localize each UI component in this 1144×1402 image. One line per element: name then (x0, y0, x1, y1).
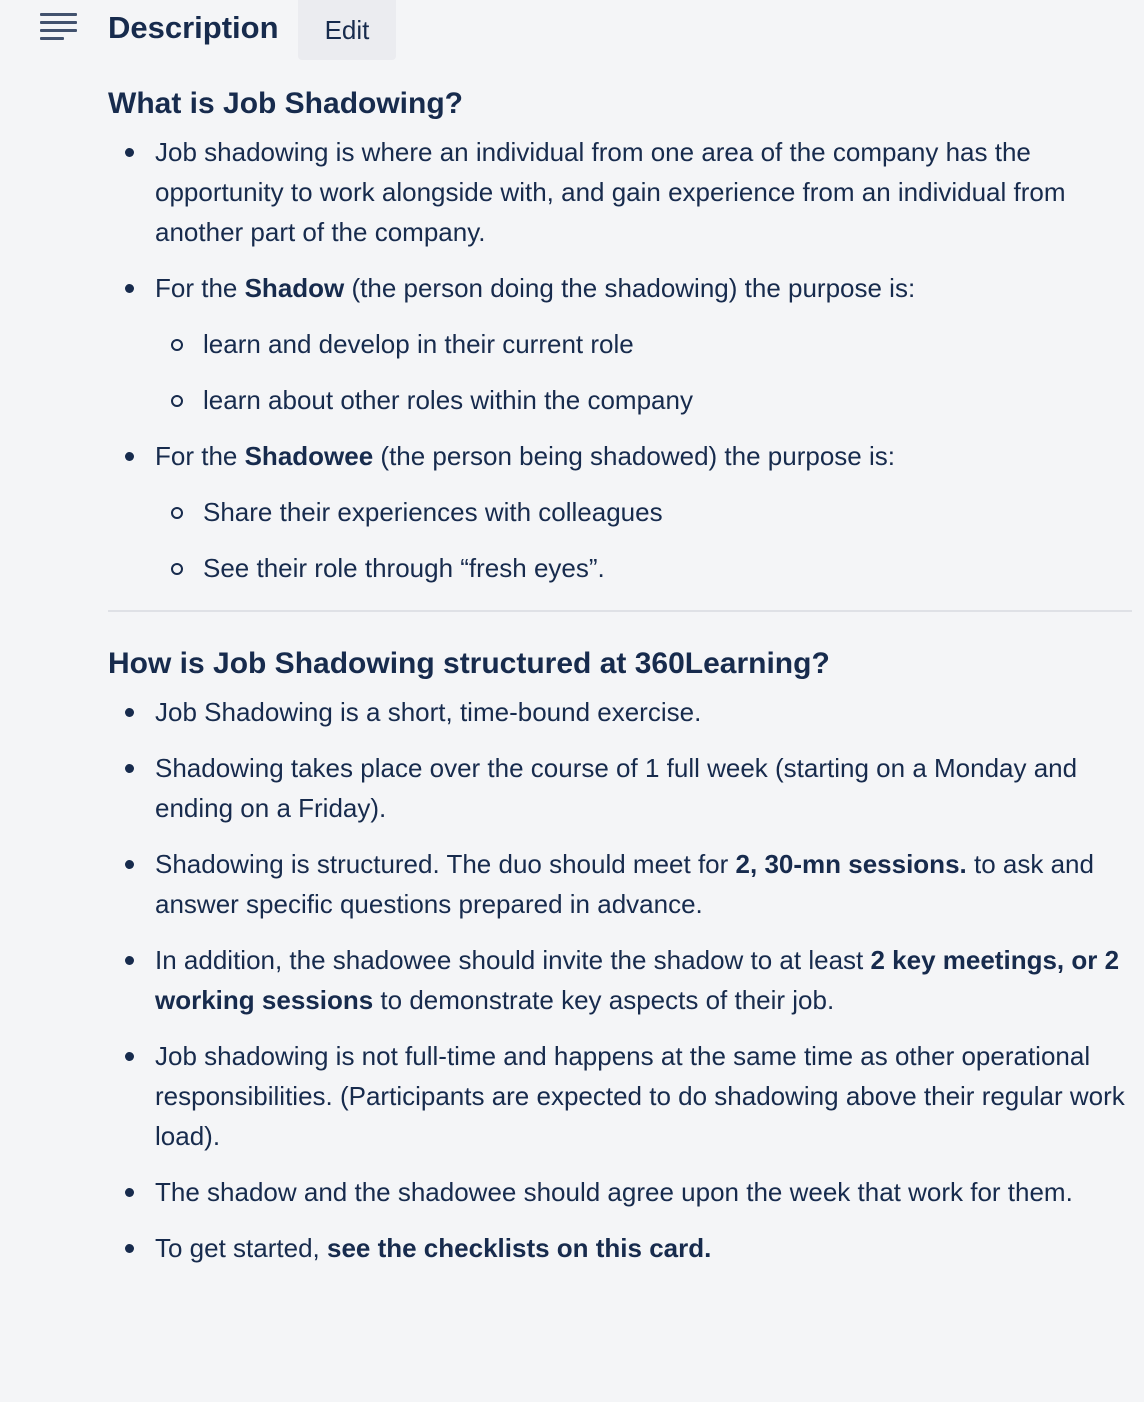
sub-list-item: Share their experiences with colleagues (155, 492, 1132, 532)
sub-list-item: learn and develop in their current role (155, 324, 1132, 364)
description-content (108, 80, 1132, 1284)
list-item: For the Shadow (the person doing the shadowing) the purpose is: learn and develop in their current role learn about other roles within the company (108, 268, 1132, 420)
bold-text: see the checklists on this card. (326, 1233, 712, 1263)
edit-button[interactable]: Edit (298, 0, 396, 60)
description-title: Description (108, 10, 279, 45)
what-list (108, 132, 1132, 588)
sub-list (155, 492, 1132, 588)
bold-text: Shadow (244, 273, 345, 303)
how-list (108, 692, 1132, 1268)
description-header (0, 0, 1144, 60)
bold-text: 2 key meetings, or 2 working sessions (155, 945, 1120, 1015)
list-item: Shadowing takes place over the course of 1 full week (starting on a Monday and ending on a Friday). (108, 748, 1132, 828)
section-heading-how: How is Job Shadowing structured at 360Learning? (108, 647, 830, 680)
description-lines-icon (40, 13, 77, 43)
list-item: Job shadowing is where an individual from one area of the company has the opportunity to work alongside with, and gain experience from an individual from another part of the company. (108, 132, 1132, 252)
list-item: In addition, the shadowee should invite the shadow to at least 2 key meetings, or 2 working sessions to demonstrate key aspects of their job. (108, 940, 1132, 1020)
sub-list-item: See their role through “fresh eyes”. (155, 548, 1132, 588)
list-item: To get started, see the checklists on this card. (108, 1228, 1132, 1268)
sub-list (155, 324, 1132, 420)
list-item: For the Shadowee (the person being shadowed) the purpose is: Share their experiences with colleagues See their role through “fresh eyes”. (108, 436, 1132, 588)
list-item: Job shadowing is not full-time and happens at the same time as other operational responsibilities. (Participants are expected to do shadowing above their regular work load). (108, 1036, 1132, 1156)
section-divider (108, 610, 1132, 612)
bold-text: 2, 30-mn sessions. (735, 849, 967, 879)
list-item: The shadow and the shadowee should agree upon the week that work for them. (108, 1172, 1132, 1212)
list-item: Job Shadowing is a short, time-bound exercise. (108, 692, 1132, 732)
bold-text: Shadowee (244, 441, 374, 471)
list-item: Shadowing is structured. The duo should meet for 2, 30-mn sessions. to ask and answer specific questions prepared in advance. (108, 844, 1132, 924)
sub-list-item: learn about other roles within the company (155, 380, 1132, 420)
section-heading-what: What is Job Shadowing? (108, 87, 463, 120)
